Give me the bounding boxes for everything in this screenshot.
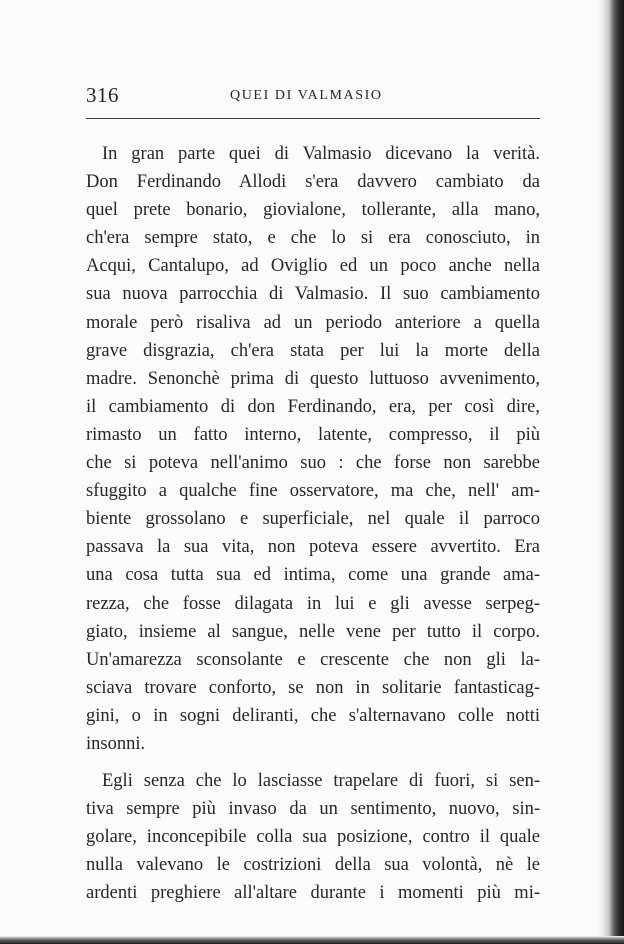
page-number: 316 xyxy=(86,83,119,107)
paragraph-1 xyxy=(86,140,540,758)
page-header xyxy=(86,83,540,113)
text-line: gini, o in sogni deliranti, che s'alternavano colle notti xyxy=(86,705,540,726)
text-line: grave disgrazia, ch'era stata per lui la morte della xyxy=(86,340,540,361)
text-line: quel prete bonario, giovialone, tollerante, alla mano, xyxy=(86,200,540,221)
text-line: biente grossolano e superficiale, nel quale il parroco xyxy=(86,509,540,530)
header-rule xyxy=(86,118,540,119)
text-line: madre. Senonchè prima di questo luttuoso avvenimento, xyxy=(86,368,540,389)
text-line: una cosa tutta sua ed intima, come una grande ama- xyxy=(86,565,540,586)
body-text xyxy=(86,140,540,908)
text-line: tiva sempre più invaso da un sentimento, nuovo, sin- xyxy=(86,799,540,820)
text-line: Acqui, Cantalupo, ad Oviglio ed un poco anche nella xyxy=(86,256,540,277)
paragraph-spacing xyxy=(86,758,540,767)
text-line: giato, insieme al sangue, nelle vene per tutto il corpo. xyxy=(86,621,540,642)
text-line: passava la sua vita, non poteva essere avvertito. Era xyxy=(86,537,540,558)
text-line: sua nuova parrocchia di Valmasio. Il suo cambiamento xyxy=(86,284,540,305)
text-line: sfuggito a qualche fine osservatore, ma che, nell' am- xyxy=(86,481,540,502)
text-line: che si poteva nell'animo suo : che forse non sarebbe xyxy=(86,453,540,474)
text-line: morale però risaliva ad un periodo anteriore a quella xyxy=(86,312,540,333)
scan-bottom-edge xyxy=(0,936,624,944)
text-line: ch'era sempre stato, e che lo si era conosciuto, in xyxy=(86,228,540,249)
text-line: sciava trovare conforto, se non in solitarie fantasticag- xyxy=(86,677,540,698)
running-title: QUEI DI VALMASIO xyxy=(230,88,383,103)
text-line: In gran parte quei di Valmasio dicevano la verità. xyxy=(102,144,540,164)
text-line: rimasto un fatto interno, latente, compresso, il più xyxy=(86,424,540,445)
paragraph-2 xyxy=(86,767,540,907)
text-line: Don Ferdinando Allodi s'era davvero cambiato da xyxy=(86,172,540,193)
text-line: Un'amarezza sconsolante e crescente che non gli la- xyxy=(86,649,540,670)
text-line: Egli senza che lo lasciasse trapelare di fuori, si sen- xyxy=(102,771,540,792)
text-line: insonni. xyxy=(86,733,146,754)
text-line: nulla valevano le costrizioni della sua volontà, nè le xyxy=(86,855,540,876)
text-line: ardenti preghiere all'altare durante i momenti più mi- xyxy=(86,883,540,904)
text-line: il cambiamento di don Ferdinando, era, per così dire, xyxy=(86,396,540,417)
book-binding-edge xyxy=(602,0,624,944)
text-line: rezza, che fosse dilagata in lui e gli avesse serpeg- xyxy=(86,593,540,614)
text-line: golare, inconcepibile colla sua posizione, contro il quale xyxy=(86,827,540,848)
